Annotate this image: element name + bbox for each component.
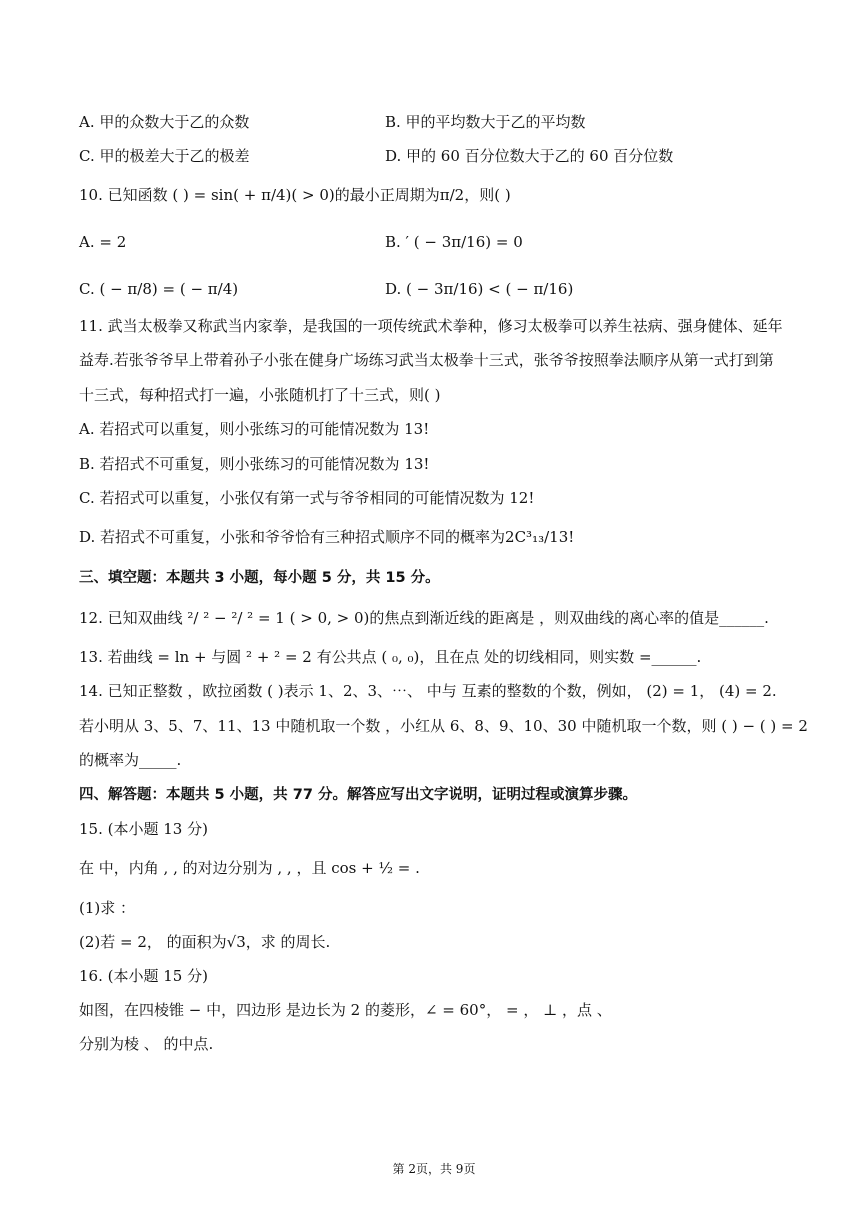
q15-heading: 15. (本小题 13 分) [79, 820, 208, 838]
q9-option-b: B. 甲的平均数大于乙的平均数 [385, 113, 586, 131]
q14-line-2: 若小明从 3、5、7、11、13 中随机取一个数 ，小红从 6、8、9、10、30 中随机取一个数，则 ( ) − ( ) = 2 [79, 717, 808, 735]
q10-stem: 10. 已知函数 ( ) = sin( + π/4)( > 0)的最小正周期为π/2，则( ) [79, 186, 511, 204]
q10-option-a: A. = 2 [79, 233, 127, 251]
q10-option-d: D. ( − 3π/16) < ( − π/16) [385, 280, 574, 298]
q11-option-c: C. 若招式可以重复，小张仅有第一式与爷爷相同的可能情况数为 12! [79, 489, 535, 507]
q14-line-1: 14. 已知正整数 ，欧拉函数 ( )表示 1、2、3、⋯、 中与 互素的整数的个数，例如， (2) = 1， (4) = 2. [79, 682, 777, 700]
q11-option-a: A. 若招式可以重复，则小张练习的可能情况数为 13! [79, 420, 430, 438]
q9-option-c: C. 甲的极差大于乙的极差 [79, 147, 250, 165]
q10-option-b: B. ′ ( − 3π/16) = 0 [385, 233, 523, 251]
q9-option-d: D. 甲的 60 百分位数大于乙的 60 百分位数 [385, 147, 674, 165]
section-3-heading: 三、填空题：本题共 3 小题，每小题 5 分，共 15 分。 [79, 570, 440, 586]
q14-line-3: 的概率为_____. [79, 751, 182, 769]
q11-line-1: 11. 武当太极拳又称武当内家拳，是我国的一项传统武术拳种，修习太极拳可以养生祛病、强身健体、延年 [79, 317, 783, 335]
q12: 12. 已知双曲线 ²/ ² − ²/ ² = 1 ( > 0, > 0)的焦点到渐近线的距离是 ，则双曲线的离心率的值是______. [79, 609, 769, 627]
q15-stem: 在 中，内角 , , 的对边分别为 , , ，且 cos + ½ = . [79, 859, 420, 877]
page-footer: 第 2页，共 9页 [392, 1162, 476, 1176]
q16-heading: 16. (本小题 15 分) [79, 967, 208, 985]
q13: 13. 若曲线 = ln + 与圆 ² + ² = 2 有公共点 ( ₀, ₀)，且在点 处的切线相同，则实数 =______. [79, 648, 702, 666]
q15-part-1: (1)求 ： [79, 899, 136, 917]
q9-option-a: A. 甲的众数大于乙的众数 [79, 113, 250, 131]
q11-line-3: 十三式，每种招式打一遍，小张随机打了十三式，则( ) [79, 386, 441, 404]
q16-line-2: 分别为棱 、 的中点. [79, 1035, 214, 1053]
q11-line-2: 益寿.若张爷爷早上带着孙子小张在健身广场练习武当太极拳十三式，张爷爷按照拳法顺序从第一式打到第 [79, 351, 774, 369]
q16-line-1: 如图，在四棱锥 − 中，四边形 是边长为 2 的菱形，∠ = 60°， = ， ⊥ ，点 、 [79, 1001, 612, 1019]
q11-option-b: B. 若招式不可重复，则小张练习的可能情况数为 13! [79, 455, 430, 473]
section-4-heading: 四、解答题：本题共 5 小题，共 77 分。解答应写出文字说明，证明过程或演算步骤。 [79, 787, 637, 803]
q10-option-c: C. ( − π/8) = ( − π/4) [79, 280, 239, 298]
q11-option-d: D. 若招式不可重复，小张和爷爷恰有三种招式顺序不同的概率为2C³₁₃/13! [79, 528, 575, 546]
q15-part-2: (2)若 = 2， 的面积为√3，求 的周长. [79, 933, 331, 951]
